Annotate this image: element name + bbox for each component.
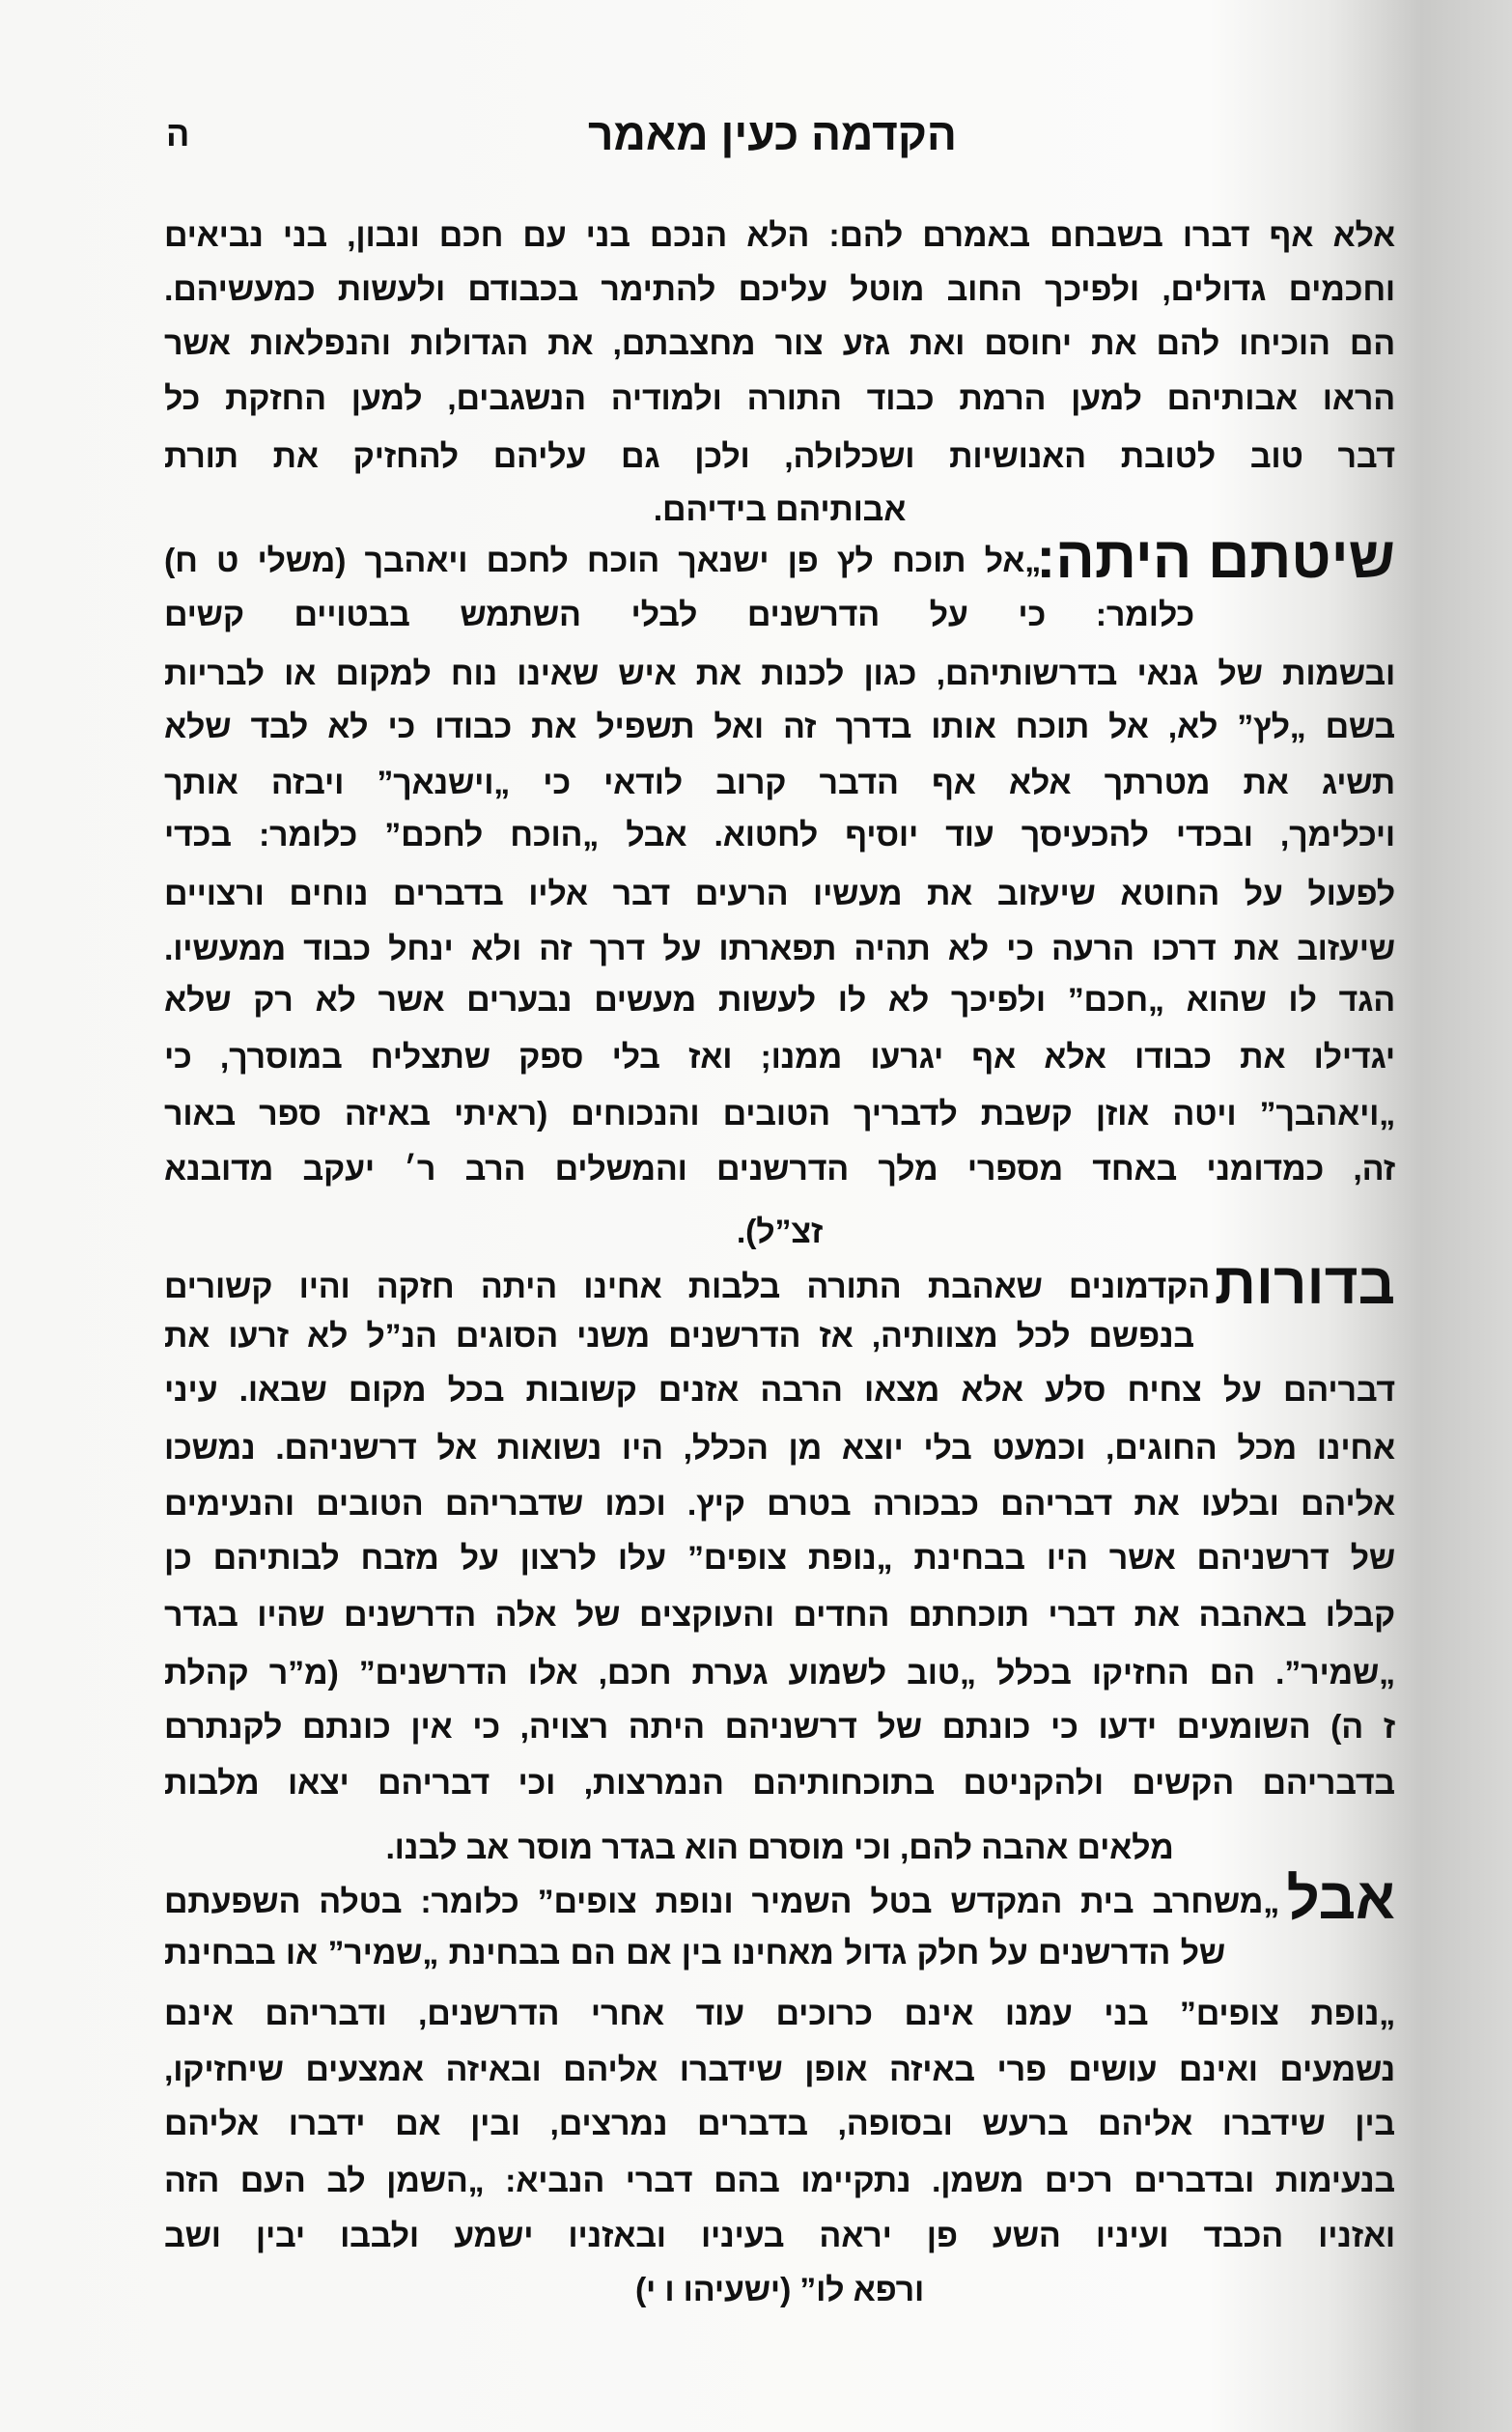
text-line: בנעימות ובדברים רכים משמן. נתקיימו בהם דברי הנביא: „השמן לב העם הזה <box>164 2163 1395 2199</box>
text-line: תשיג את מטרתך אלא אף הדבר קרוב לודאי כי „וישנאך” ויבזה אותך <box>164 765 1395 801</box>
text-line: ויכלימך, ובכדי להכעיסך עוד יוסיף לחטוא. אבל „הוכח לחכם” כלומר: בכדי <box>164 817 1395 853</box>
text-line: ובשמות של גנאי בדרשותיהם, כגון לכנות את איש שאינו נוח למקום או לבריות <box>164 656 1395 692</box>
text-line: שיעזוב את דרכו הרעה כי לא תהיה תפארתו על דרך זה ולא ינחל כבוד ממעשיו. <box>164 931 1395 967</box>
text-line: בשם „לץ” לא, אל תוכח אותו בדרך זה ואל תשפיל את כבודו כי לא לבד שלא <box>164 709 1395 745</box>
text-line: זה, כמדומני באחד מספרי מלך הדרשנים והמשלים הרב ר׳ יעקב מדובנא <box>164 1151 1395 1188</box>
text-line: של הדרשנים על חלק גדול מאחינו בין אם הם בבחינת „שמיר” או בבחינת <box>164 1935 1225 1971</box>
text-line: בדבריהם הקשים ולהקניטם בתוכחותיהם הנמרצות, וכי דבריהם יצאו מלבות <box>164 1765 1395 1802</box>
text-line: דבריהם על צחיח סלע אלא מצאו הרבה אזנים קשובות בכל מקום שבאו. עיני <box>164 1372 1395 1409</box>
text-line: וחכמים גדולים, ולפיכך החוב מוטל עליכם להתימר בכבודם ולעשות כמעשיהם. <box>164 271 1395 308</box>
page-number: ה <box>166 114 190 154</box>
text-line: אליהם ובלעו את דבריהם כבכורה בטרם קיץ. וכמו שדבריהם הטובים והנעימים <box>164 1486 1395 1523</box>
text-line: של דרשניהם אשר היו בבחינת „נופת צופים” עלו לרצון על מזבח לבותיהם כן <box>164 1540 1395 1577</box>
text-line: „אל תוכח לץ פן ישנאך הוכח לחכם ויאהבך (משלי ט ח) <box>164 543 1041 579</box>
text-line: מלאים אהבה להם, וכי מוסרם הוא בגדר מוסר אב לבנו. <box>385 1830 1174 1866</box>
text-line: „משחרב בית המקדש בטל השמיר ונופת צופים” כלומר: בטלה השפעתם <box>164 1884 1279 1920</box>
text-line: בנפשם לכל מצוותיה, אז הדרשנים משני הסוגים הנ”ל לא זרעו את <box>164 1318 1194 1355</box>
paragraph-lead-word: אבל <box>1286 1866 1395 1931</box>
text-line: הם הוכיחו להם את יחוסם ואת גזע צור מחצבתם, את הגדולות והנפלאות אשר <box>164 325 1395 362</box>
text-line: הגד לו שהוא „חכם” ולפיכך לא לו לעשות מעשים נבערים אשר לא רק שלא <box>164 982 1395 1019</box>
text-line: ואזניו הכבד ועיניו השע פן יראה בעיניו ובאזניו ישמע ולבבו יבין ושב <box>164 2218 1395 2254</box>
paragraph-lead-word: שיטתם היתה: <box>1036 525 1395 590</box>
text-line: „שמיר”. הם החזיקו בכלל „טוב לשמוע גערת חכם, אלו הדרשנים” (מ”ר קהלת <box>164 1655 1395 1691</box>
text-line: בין שידברו אליהם ברעש ובסופה, בדברים נמרצים, ובין אם ידברו אליהם <box>164 2106 1395 2142</box>
text-line: ורפא לו” (ישעיהו ו י) <box>634 2272 925 2308</box>
text-line: נשמעים ואינם עושים פרי באיזה אופן שידברו אליהם ובאיזה אמצעים שיחזיקו, <box>164 2052 1395 2088</box>
page-title: הקדמה כעין מאמר <box>587 109 957 159</box>
text-line: „נופת צופים” בני עמנו אינם כרוכים עוד אחרי הדרשנים, ודבריהם אינם <box>164 1996 1395 2032</box>
text-line: כלומר: כי על הדרשנים לבלי השתמש בבטויים קשים <box>164 597 1194 633</box>
text-line: אבותיהם בידיהם. <box>653 491 907 528</box>
text-line: יגדילו את כבודו אלא אף יגרעו ממנו; ואז בלי ספק שתצליח במוסרך, כי <box>164 1039 1395 1076</box>
text-line: אחינו מכל החוגים, וכמעט בלי יוצא מן הכלל, היו נשואות אל דרשניהם. נמשכו <box>164 1430 1395 1467</box>
text-line: „ויאהבך” ויטה אוזן קשבת לדבריך הטובים והנכוחים (ראיתי באיזה ספר באור <box>164 1096 1395 1132</box>
text-line: דבר טוב לטובת האנושיות ושכלולה, ולכן גם עליהם להחזיק את תורת <box>164 438 1395 475</box>
text-line: קבלו באהבה את דברי תוכחתם החדים והעוקצים של אלה הדרשנים שהיו בגדר <box>164 1597 1395 1634</box>
text-line: זצ”ל). <box>736 1214 824 1250</box>
text-line: הקדמונים שאהבת התורה בלבות אחינו היתה חזקה והיו קשורים <box>164 1269 1210 1305</box>
paragraph-lead-word: בדורות <box>1214 1251 1395 1316</box>
text-line: אלא אף דברו בשבחם באמרם להם: הלא הנכם בני עם חכם ונבון, בני נביאים <box>164 217 1395 254</box>
text-line: הראו אבותיהם למען הרמת כבוד התורה ולמודיה הנשגבים, למען החזקת כל <box>164 380 1395 417</box>
text-line: ז ה) השומעים ידעו כי כונתם של דרשניהם היתה רצויה, כי אין כונתם לקנתרם <box>164 1709 1395 1746</box>
text-line: לפעול על החוטא שיעזוב את מעשיו הרעים דבר אליו בדברים נוחים ורצויים <box>164 876 1395 912</box>
